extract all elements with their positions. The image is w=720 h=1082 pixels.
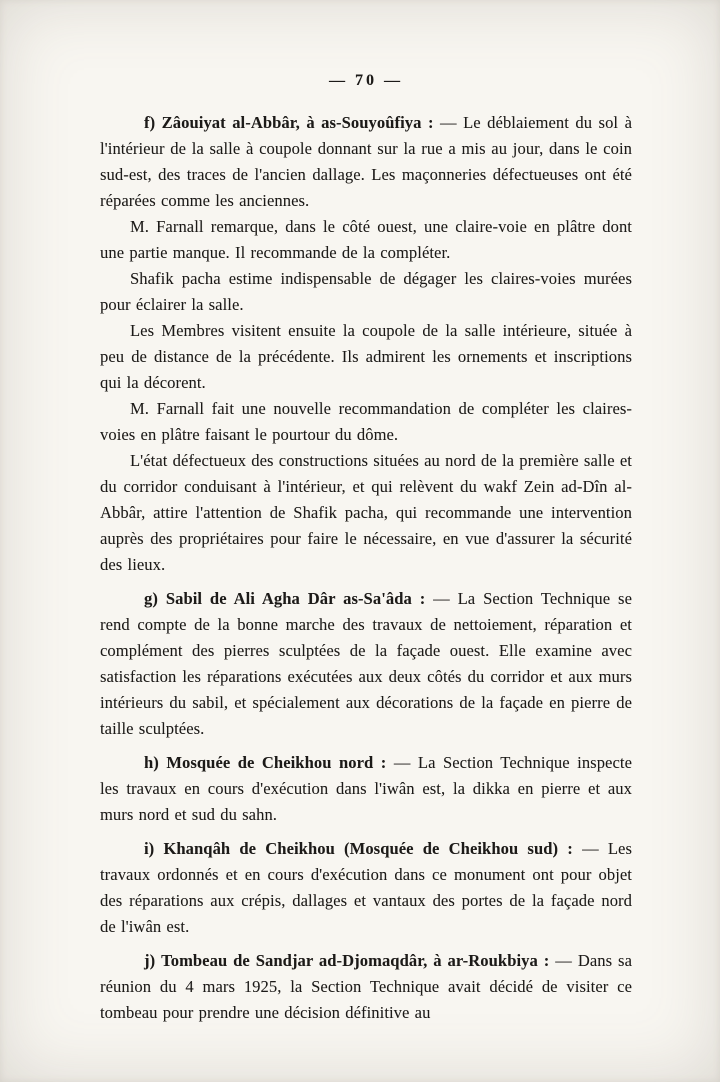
paragraph-text: L'état défectueux des constructions situées au nord de la première salle et du corridor conduisant à l'intérieur, et qui relèvent du wakf Zein ad-Dîn al-Abbâr, attire l'attention de Shafik pacha, qui recommande une intervention auprès des propriétaires pour faire le nécessaire, en vue d'assurer la sécurité des lieux. <box>100 451 632 574</box>
paragraph-text: M. Farnall remarque, dans le côté ouest, une claire-voie en plâtre dont une partie manque. Il recommande de la compléter. <box>100 217 632 262</box>
paragraph <box>100 266 632 318</box>
paragraph-text: Les Membres visitent ensuite la coupole de la salle intérieure, située à peu de distance de la précédente. Ils admirent les ornements et inscriptions qui la décorent. <box>100 321 632 392</box>
paragraph-text: Shafik pacha estime indispensable de dégager les claires-voies murées pour éclairer la salle. <box>100 269 632 314</box>
section-label: h) <box>144 753 159 772</box>
section-label: i) <box>144 839 155 858</box>
dash-separator: — <box>440 113 457 132</box>
paragraph-text: Le déblaiement du sol à l'intérieur de la salle à coupole donnant sur la rue a mis au jour, dans le coin sud-est, des traces de l'ancien dallage. Les maçonneries défectueuses ont été réparées comme les anciennes. <box>100 113 632 210</box>
paragraph <box>100 214 632 266</box>
text-block <box>100 110 632 1026</box>
dash-separator: — <box>393 753 411 772</box>
section-heading: Mosquée de Cheikhou nord : <box>166 753 387 772</box>
section-heading: Zâouiyat al-Abbâr, à as-Souyoûfiya : <box>161 113 434 132</box>
paragraph-h <box>100 750 632 828</box>
section-label: j) <box>144 951 156 970</box>
paragraph-f <box>100 110 632 214</box>
dash-separator: — <box>433 589 450 608</box>
dash-separator: — <box>555 951 572 970</box>
paragraph-i <box>100 836 632 940</box>
paragraph-text: La Section Technique inspecte les travaux en cours d'exécution dans l'iwân est, la dikka en pierre et aux murs nord et sud du sahn. <box>100 753 633 824</box>
paragraph <box>100 396 632 448</box>
dash-separator: — <box>582 839 599 858</box>
section-heading: Tombeau de Sandjar ad-Djomaqdâr, à ar-Roukbiya : <box>161 951 550 970</box>
section-heading: Khanqâh de Cheikhou (Mosquée de Cheikhou sud) : <box>163 839 573 858</box>
paragraph-text: Dans sa réunion du 4 mars 1925, la Section Technique avait décidé de visiter ce tombeau pour prendre une décision définitive au <box>100 951 632 1022</box>
section-heading: Sabil de Ali Agha Dâr as-Sa'âda : <box>165 589 426 608</box>
paragraph-j <box>100 948 632 1026</box>
paragraph-text: M. Farnall fait une nouvelle recommandation de compléter les claires-voies en plâtre faisant le pourtour du dôme. <box>100 399 632 444</box>
paragraph-text: Les travaux ordonnés et en cours d'exécution dans ce monument ont pour objet des réparations aux crépis, dallages et vantaux des portes de la façade nord de l'iwân est. <box>100 839 632 936</box>
section-label: g) <box>144 589 158 608</box>
paragraph <box>100 318 632 396</box>
page-number: — 70 — <box>329 72 403 89</box>
paragraph-text: La Section Technique se rend compte de la bonne marche des travaux de nettoiement, réparation et complément des pierres sculptées de la façade ouest. Elle examine avec satisfaction les réparations exécutées aux deux côtés du corridor et aux murs intérieurs du sabil, et spécialement aux décorations de la façade en pierre de taille sculptées. <box>100 589 633 738</box>
section-label: f) <box>144 113 156 132</box>
paragraph-g <box>100 586 632 742</box>
paragraph <box>100 448 632 578</box>
